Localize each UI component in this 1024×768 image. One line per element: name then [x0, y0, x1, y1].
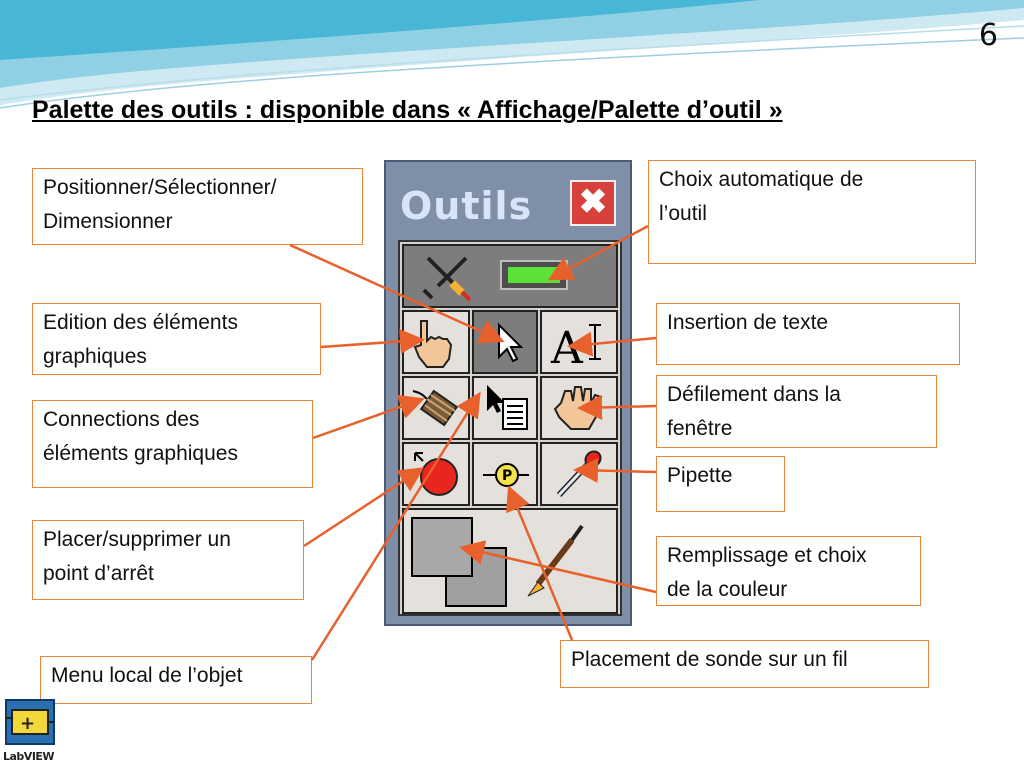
palette-body	[398, 240, 622, 616]
callout-pipette	[656, 456, 785, 512]
callout-text: Connections des	[43, 408, 200, 431]
probe-icon	[477, 447, 537, 503]
svg-text:P: P	[502, 468, 513, 484]
callout-remplissage	[656, 536, 921, 606]
get-color-tool-button[interactable]	[540, 442, 618, 506]
svg-text:A: A	[551, 323, 583, 371]
auto-indicator-led	[500, 260, 568, 290]
position-select-tool-button[interactable]	[472, 310, 538, 374]
connect-wire-tool-button[interactable]	[402, 376, 470, 440]
text-tool-icon	[545, 315, 615, 371]
callout-text: l’outil	[659, 202, 707, 225]
callout-text: point d’arrêt	[43, 562, 154, 585]
callout-text: fenêtre	[667, 417, 733, 440]
callout-insertion	[656, 303, 960, 365]
callout-sonde	[560, 640, 929, 688]
scroll-window-tool-button[interactable]	[540, 376, 618, 440]
callout-text: Menu local de l’objet	[51, 664, 243, 687]
callout-text: Pipette	[667, 464, 733, 487]
breakpoint-tool-button[interactable]	[402, 442, 470, 506]
shortcut-menu-tool-button[interactable]	[472, 376, 538, 440]
operate-value-tool-button[interactable]	[402, 310, 470, 374]
callout-text: Placement de sonde sur un fil	[571, 648, 848, 671]
callout-connections	[32, 400, 313, 488]
svg-text:+: +	[20, 713, 36, 734]
callout-defilement	[656, 375, 937, 448]
labview-logo-text: LabVIEW	[3, 750, 55, 763]
palette-title: Outils	[400, 184, 533, 228]
slide-number: 6	[978, 18, 998, 53]
callout-choix-automatique	[648, 160, 976, 264]
callout-text: de la couleur	[667, 578, 788, 601]
grab-hand-icon	[545, 381, 615, 437]
arrow-cursor-icon	[477, 315, 537, 371]
callout-text: éléments graphiques	[43, 442, 238, 465]
probe-tool-button[interactable]	[472, 442, 538, 506]
close-icon[interactable]: ✖	[570, 180, 616, 226]
crossed-tools-icon	[418, 250, 478, 306]
color-fill-icon	[404, 510, 616, 612]
auto-tool-selection-button[interactable]	[402, 244, 618, 308]
callout-text: Dimensionner	[43, 210, 173, 233]
callout-edition	[32, 303, 321, 375]
wire-spool-icon	[407, 381, 467, 437]
callout-text: Placer/supprimer un	[43, 528, 231, 551]
callout-placer-point-arret	[32, 520, 304, 600]
page-title: Palette des outils : disponible dans « Affichage/Palette d’outil »	[32, 96, 783, 124]
callout-text: Défilement dans la	[667, 383, 841, 406]
menu-cursor-icon	[477, 381, 537, 437]
pointing-hand-icon	[407, 315, 467, 371]
callout-text: Choix automatique de	[659, 168, 864, 191]
callout-menu-local	[40, 656, 312, 704]
callout-text: Positionner/Sélectionner/	[43, 176, 277, 199]
eyedropper-icon	[545, 447, 615, 503]
callout-positionner	[32, 168, 363, 245]
callout-text: Remplissage et choix	[667, 544, 867, 567]
set-color-tool-button[interactable]	[402, 508, 618, 614]
callout-text: Edition des éléments	[43, 311, 238, 334]
callout-text: Insertion de texte	[667, 311, 829, 334]
header-wave-decoration	[0, 0, 1024, 110]
callout-text: graphiques	[43, 345, 147, 368]
tools-palette-window	[384, 160, 632, 626]
stop-sign-icon	[407, 447, 467, 503]
edit-text-tool-button[interactable]	[540, 310, 618, 374]
